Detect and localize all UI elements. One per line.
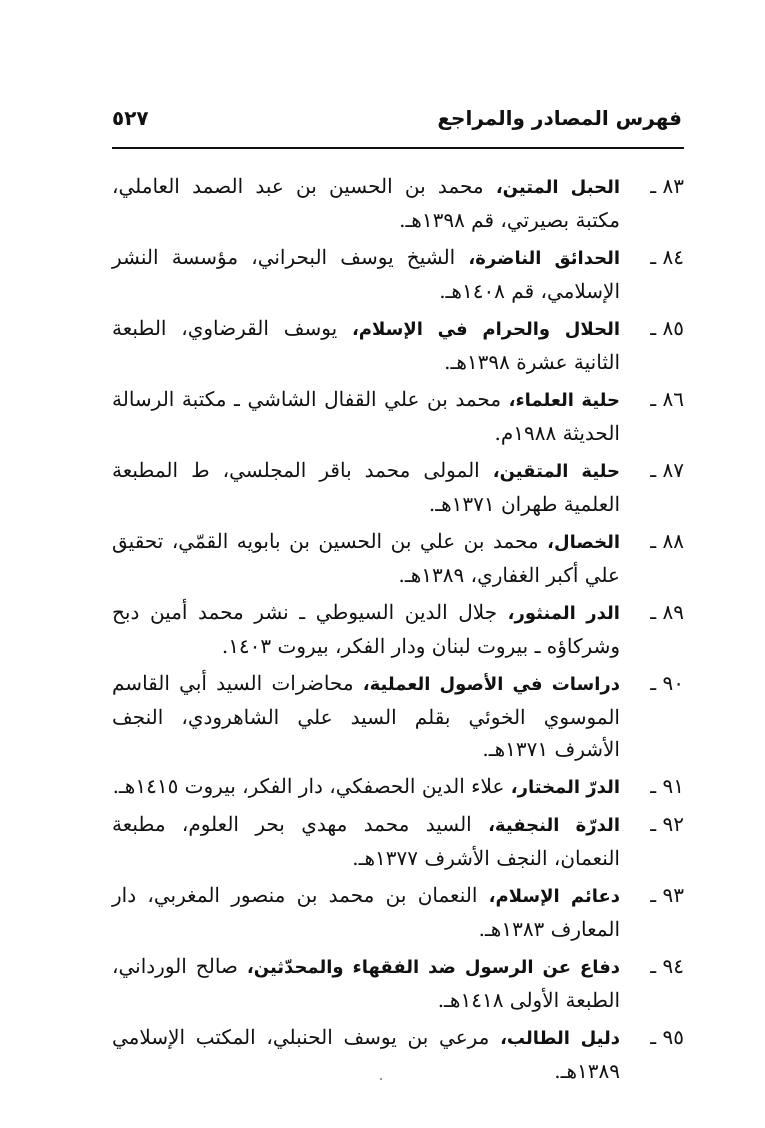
- bibliography-entry: [112, 241, 684, 312]
- entry-title: الحلال والحرام في الإسلام،: [351, 319, 620, 340]
- entry-body: [112, 241, 620, 307]
- bibliography-entry: [112, 525, 684, 596]
- entry-text: الشيخ يوسف البحراني، مؤسسة النشر الإسلامي، قم ١٤٠٨هـ.: [112, 245, 620, 303]
- entry-number: ٩١ ـ: [650, 774, 684, 798]
- entry-title: الحدائق الناضرة،: [468, 248, 620, 269]
- entry-text: السيد محمد مهدي بحر العلوم، مطبعة النعمان، النجف الأشرف ١٣٧٧هـ.: [112, 812, 620, 870]
- header-title: فهرس المصادر والمراجع: [437, 106, 682, 130]
- entry-body: [112, 454, 620, 520]
- bibliography-entry: [112, 879, 684, 950]
- bibliography-entry: [112, 667, 684, 770]
- running-header: [112, 104, 682, 140]
- entry-number: ٩٣ ـ: [650, 883, 684, 907]
- entry-text: علاء الدين الحصفكي، دار الفكر، بيروت ١٤١٥هـ.: [112, 774, 511, 798]
- entry-title: حلية المتقين،: [492, 461, 620, 482]
- entry-body: [112, 879, 620, 945]
- entry-body: [112, 667, 620, 765]
- entry-text: محاضرات السيد أبي القاسم الموسوي الخوئي بقلم السيد علي الشاهرودي، النجف الأشرف ١٣٧١هـ.: [112, 671, 620, 761]
- header-rule: [112, 147, 684, 149]
- entry-text: صالح الورداني، الطبعة الأولى ١٤١٨هـ.: [112, 954, 620, 1012]
- bibliography-entry: [112, 383, 684, 454]
- bibliography-entry: [112, 454, 684, 525]
- page-number: ٥٢٧: [112, 106, 149, 130]
- entry-title: دفاع عن الرسول ضد الفقهاء والمحدّثين،: [246, 957, 620, 978]
- entry-title: حلية العلماء،: [508, 390, 620, 411]
- entry-title: دعائم الإسلام،: [488, 886, 620, 907]
- entry-title: الحبل المتين،: [495, 177, 620, 198]
- bibliography-entry: [112, 950, 684, 1021]
- bibliography-entry: [112, 312, 684, 383]
- entry-text: يوسف القرضاوي، الطبعة الثانية عشرة ١٣٩٨هـ.: [112, 316, 620, 374]
- page-mark: [380, 1078, 382, 1080]
- entry-body: [112, 312, 620, 378]
- entry-number: ٨٧ ـ: [650, 458, 684, 482]
- entry-body: [112, 808, 620, 874]
- entry-body: [112, 950, 620, 1016]
- bibliography-entry: [112, 770, 684, 808]
- entry-body: [112, 596, 620, 662]
- entry-title: الدرّة النجفية،: [488, 815, 620, 836]
- entry-body: [112, 1021, 620, 1087]
- entry-number: ٩٥ ـ: [650, 1025, 684, 1049]
- entry-body: [112, 383, 620, 449]
- bibliography-entry: [112, 1021, 684, 1092]
- entry-number: ٨٩ ـ: [650, 600, 684, 624]
- bibliography-entry: [112, 596, 684, 667]
- entry-body: [112, 525, 620, 591]
- bibliography-entry: [112, 808, 684, 879]
- entry-body: [112, 170, 620, 236]
- bibliography-list: [112, 170, 684, 1092]
- entry-text: محمد بن الحسين بن عبد الصمد العاملي، مكتبة بصيرتي، قم ١٣٩٨هـ.: [112, 174, 620, 232]
- entry-title: الخصال،: [547, 532, 620, 553]
- entry-number: ٩٢ ـ: [650, 812, 684, 836]
- entry-number: ٨٨ ـ: [650, 529, 684, 553]
- entry-number: ٨٥ ـ: [650, 316, 684, 340]
- entry-title: دليل الطالب،: [500, 1028, 620, 1049]
- entry-title: الدر المنثور،: [507, 603, 620, 624]
- entry-text: المولى محمد باقر المجلسي، ط المطبعة العلمية طهران ١٣٧١هـ.: [112, 458, 620, 516]
- entry-title: دراسات في الأصول العملية،: [362, 674, 621, 695]
- entry-text: مرعي بن يوسف الحنبلي، المكتب الإسلامي ١٣٨٩هـ.: [112, 1025, 620, 1083]
- entry-number: ٨٣ ـ: [650, 174, 684, 198]
- entry-text: محمد بن علي بن الحسين بن بابويه القمّي، تحقيق علي أكبر الغفاري، ١٣٨٩هـ.: [112, 529, 620, 587]
- entry-title: الدرّ المختار،: [510, 777, 620, 798]
- entry-text: جلال الدين السيوطي ـ نشر محمد أمين دبح وشركاؤه ـ بيروت لبنان ودار الفكر، بيروت ١٤٠٣.: [112, 600, 620, 658]
- entry-number: ٨٤ ـ: [650, 245, 684, 269]
- entry-text: محمد بن علي القفال الشاشي ـ مكتبة الرسالة الحديثة ١٩٨٨م.: [112, 387, 620, 445]
- entry-number: ٩٤ ـ: [650, 954, 684, 978]
- entry-text: النعمان بن محمد بن منصور المغربي، دار المعارف ١٣٨٣هـ.: [112, 883, 620, 941]
- entry-number: ٨٦ ـ: [650, 387, 684, 411]
- bibliography-entry: [112, 170, 684, 241]
- entry-body: [112, 770, 620, 804]
- entry-number: ٩٠ ـ: [650, 671, 684, 695]
